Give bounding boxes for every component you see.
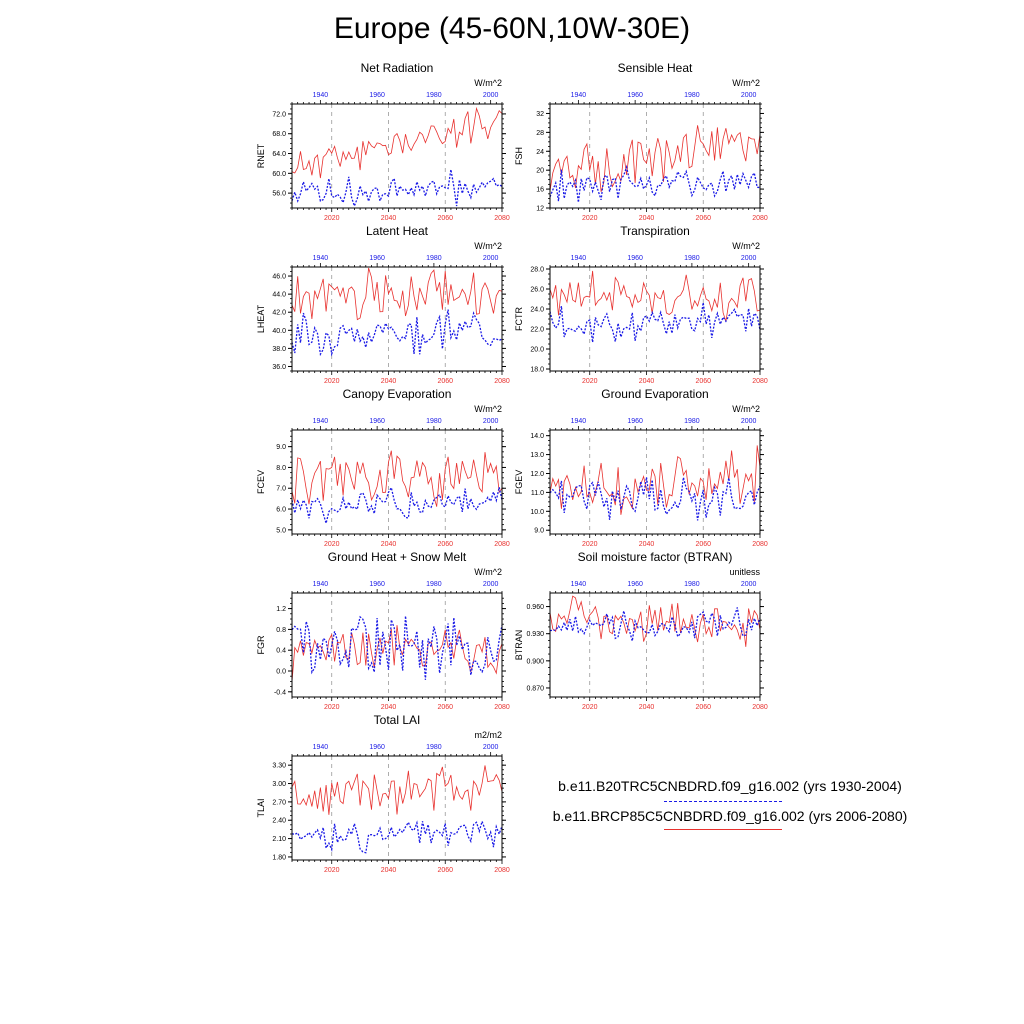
bottom-tick-label: 2020 bbox=[581, 541, 598, 548]
top-tick-label: 1980 bbox=[426, 744, 442, 751]
bottom-tick-label: 2060 bbox=[437, 378, 454, 385]
chart-panel-7 bbox=[256, 550, 510, 711]
y-tick-label: 9.0 bbox=[276, 444, 286, 452]
plot-frame bbox=[550, 104, 760, 208]
top-tick-label: 2000 bbox=[482, 255, 499, 262]
y-tick-label: 11.0 bbox=[530, 489, 544, 497]
chart-panel-3 bbox=[256, 224, 510, 385]
y-tick-label: 38.0 bbox=[272, 345, 286, 353]
bottom-tick-label: 2060 bbox=[437, 867, 454, 874]
y-tick-label: 6.0 bbox=[276, 506, 286, 514]
plot-frame bbox=[292, 104, 502, 208]
y-tick-label: 3.30 bbox=[272, 762, 286, 770]
top-tick-label: 1960 bbox=[369, 581, 385, 588]
y-tick-label: 0.8 bbox=[276, 626, 286, 634]
y-tick-label: 16 bbox=[536, 186, 544, 194]
series-line-future bbox=[550, 271, 760, 322]
panel-title: Ground Heat + Snow Melt bbox=[327, 550, 467, 564]
top-tick-label: 1960 bbox=[627, 581, 643, 588]
top-tick-label: 1960 bbox=[627, 92, 643, 99]
top-tick-label: 1940 bbox=[312, 255, 329, 262]
panel-title: Transpiration bbox=[620, 224, 690, 238]
y-tick-label: 1.80 bbox=[272, 854, 286, 862]
series-line-historical bbox=[292, 310, 502, 355]
y-tick-label: 20 bbox=[536, 167, 544, 175]
series-line-future bbox=[292, 451, 502, 507]
bottom-tick-label: 2040 bbox=[380, 378, 397, 385]
units-label: W/m^2 bbox=[474, 78, 502, 88]
bottom-tick-label: 2020 bbox=[323, 541, 340, 548]
units-label: W/m^2 bbox=[474, 404, 502, 414]
top-tick-label: 1940 bbox=[570, 255, 587, 262]
legend-historical-swatch bbox=[664, 801, 782, 802]
y-tick-label: 22.0 bbox=[530, 326, 544, 334]
bottom-tick-label: 2020 bbox=[323, 378, 340, 385]
y-axis-label: FGEV bbox=[514, 469, 524, 495]
bottom-tick-label: 2020 bbox=[323, 704, 340, 711]
top-tick-label: 2000 bbox=[740, 581, 757, 588]
panel-title: Total LAI bbox=[373, 713, 421, 727]
units-label: W/m^2 bbox=[474, 241, 502, 251]
top-tick-label: 2000 bbox=[482, 92, 499, 99]
y-tick-label: 5.0 bbox=[276, 527, 286, 535]
chart-panel-9 bbox=[256, 713, 510, 874]
bottom-tick-label: 2080 bbox=[494, 541, 510, 548]
y-tick-label: 1.2 bbox=[276, 606, 286, 614]
bottom-tick-label: 2020 bbox=[581, 704, 598, 711]
units-label: W/m^2 bbox=[732, 241, 760, 251]
top-tick-label: 1940 bbox=[570, 418, 587, 425]
plot-frame bbox=[292, 430, 502, 534]
top-tick-label: 1980 bbox=[426, 255, 442, 262]
bottom-tick-label: 2060 bbox=[437, 704, 454, 711]
chart-panel-5 bbox=[256, 387, 510, 548]
bottom-tick-label: 2040 bbox=[638, 215, 655, 222]
y-tick-label: 2.40 bbox=[272, 817, 286, 825]
bottom-tick-label: 2060 bbox=[695, 704, 712, 711]
chart-panel-8 bbox=[514, 550, 768, 711]
y-tick-label: 8.0 bbox=[276, 464, 286, 472]
y-tick-label: 24.0 bbox=[530, 306, 544, 314]
y-tick-label: 12 bbox=[536, 205, 544, 213]
bottom-tick-label: 2080 bbox=[494, 704, 510, 711]
bottom-tick-label: 2060 bbox=[695, 215, 712, 222]
bottom-tick-label: 2040 bbox=[638, 704, 655, 711]
series-line-historical bbox=[292, 821, 502, 852]
y-tick-label: 14.0 bbox=[530, 433, 544, 441]
y-axis-label: RNET bbox=[256, 143, 266, 169]
y-tick-label: 0.900 bbox=[526, 658, 544, 666]
bottom-tick-label: 2040 bbox=[638, 541, 655, 548]
top-tick-label: 1940 bbox=[570, 581, 587, 588]
top-tick-label: 1980 bbox=[426, 92, 442, 99]
y-tick-label: 7.0 bbox=[276, 485, 286, 493]
y-tick-label: 64.0 bbox=[272, 151, 286, 159]
top-tick-label: 1980 bbox=[684, 92, 700, 99]
bottom-tick-label: 2020 bbox=[581, 215, 598, 222]
plot-frame bbox=[550, 593, 760, 697]
units-label: W/m^2 bbox=[474, 567, 502, 577]
top-tick-label: 1940 bbox=[312, 418, 329, 425]
panel-title: Sensible Heat bbox=[617, 61, 693, 75]
series-line-future bbox=[292, 766, 502, 815]
y-tick-label: 18.0 bbox=[530, 366, 544, 374]
top-tick-label: 1980 bbox=[426, 581, 442, 588]
y-tick-label: 36.0 bbox=[272, 363, 286, 371]
top-tick-label: 2000 bbox=[740, 418, 757, 425]
bottom-tick-label: 2040 bbox=[638, 378, 655, 385]
y-tick-label: 2.70 bbox=[272, 799, 286, 807]
bottom-tick-label: 2080 bbox=[494, 867, 510, 874]
y-tick-label: 40.0 bbox=[272, 327, 286, 335]
y-tick-label: 72.0 bbox=[272, 111, 286, 119]
bottom-tick-label: 2040 bbox=[380, 704, 397, 711]
y-tick-label: 0.960 bbox=[526, 604, 544, 612]
y-tick-label: 9.0 bbox=[534, 527, 544, 535]
y-tick-label: 28 bbox=[536, 129, 544, 137]
top-tick-label: 1940 bbox=[570, 92, 587, 99]
y-tick-label: 26.0 bbox=[530, 286, 544, 294]
y-tick-label: 0.930 bbox=[526, 631, 544, 639]
series-line-historical bbox=[550, 477, 760, 520]
y-axis-label: FSH bbox=[514, 147, 524, 165]
y-tick-label: 56.0 bbox=[272, 190, 286, 198]
y-tick-label: 0.0 bbox=[276, 668, 286, 676]
y-axis-label: FCEV bbox=[256, 469, 266, 495]
chart-panel-4 bbox=[514, 224, 768, 385]
series-line-future bbox=[292, 108, 502, 178]
top-tick-label: 1960 bbox=[627, 255, 643, 262]
y-tick-label: 2.10 bbox=[272, 836, 286, 844]
units-label: unitless bbox=[729, 567, 760, 577]
y-tick-label: 28.0 bbox=[530, 266, 544, 274]
y-tick-label: 20.0 bbox=[530, 346, 544, 354]
y-tick-label: 68.0 bbox=[272, 131, 286, 139]
y-tick-label: 24 bbox=[536, 148, 544, 156]
y-axis-label: FGR bbox=[256, 635, 266, 655]
top-tick-label: 2000 bbox=[482, 581, 499, 588]
y-tick-label: 32 bbox=[536, 110, 544, 118]
bottom-tick-label: 2020 bbox=[581, 378, 598, 385]
y-tick-label: 42.0 bbox=[272, 309, 286, 317]
units-label: m2/m2 bbox=[474, 730, 502, 740]
plot-frame bbox=[292, 593, 502, 697]
y-tick-label: 13.0 bbox=[530, 452, 544, 460]
bottom-tick-label: 2060 bbox=[437, 215, 454, 222]
panel-title: Ground Evaporation bbox=[601, 387, 709, 401]
top-tick-label: 1960 bbox=[369, 255, 385, 262]
y-tick-label: 12.0 bbox=[530, 470, 544, 478]
bottom-tick-label: 2060 bbox=[695, 378, 712, 385]
top-tick-label: 1960 bbox=[369, 744, 385, 751]
page-title: Europe (45-60N,10W-30E) bbox=[333, 12, 691, 45]
legend-historical-label: b.e11.B20TRC5CNBDRD.f09_g16.002 (yrs 1930-2004) bbox=[558, 778, 902, 794]
bottom-tick-label: 2020 bbox=[323, 867, 340, 874]
legend-future-swatch bbox=[664, 829, 782, 830]
y-axis-label: TLAI bbox=[256, 798, 266, 818]
y-axis-label: FCTR bbox=[514, 307, 524, 331]
y-tick-label: -0.4 bbox=[273, 689, 286, 697]
top-tick-label: 2000 bbox=[740, 92, 757, 99]
chart-panel-1 bbox=[256, 61, 510, 222]
top-tick-label: 1940 bbox=[312, 92, 329, 99]
bottom-tick-label: 2080 bbox=[752, 378, 768, 385]
top-tick-label: 1980 bbox=[684, 255, 700, 262]
bottom-tick-label: 2040 bbox=[380, 541, 397, 548]
y-tick-label: 0.4 bbox=[276, 647, 286, 655]
bottom-tick-label: 2080 bbox=[494, 215, 510, 222]
panel-title: Soil moisture factor (BTRAN) bbox=[577, 550, 733, 564]
panel-title: Net Radiation bbox=[360, 61, 434, 75]
units-label: W/m^2 bbox=[732, 78, 760, 88]
series-line-historical bbox=[550, 303, 760, 343]
y-tick-label: 10.0 bbox=[530, 508, 544, 516]
series-line-historical bbox=[292, 487, 502, 523]
units-label: W/m^2 bbox=[732, 404, 760, 414]
series-line-future bbox=[550, 596, 760, 647]
top-tick-label: 1960 bbox=[369, 418, 385, 425]
chart-panel-2 bbox=[514, 61, 768, 222]
bottom-tick-label: 2080 bbox=[752, 215, 768, 222]
bottom-tick-label: 2080 bbox=[752, 704, 768, 711]
series-line-future bbox=[292, 268, 502, 320]
bottom-tick-label: 2060 bbox=[695, 541, 712, 548]
top-tick-label: 1960 bbox=[627, 418, 643, 425]
bottom-tick-label: 2080 bbox=[494, 378, 510, 385]
y-tick-label: 46.0 bbox=[272, 273, 286, 281]
panel-title: Latent Heat bbox=[365, 224, 429, 238]
series-line-historical bbox=[292, 170, 502, 207]
top-tick-label: 1980 bbox=[426, 418, 442, 425]
top-tick-label: 1980 bbox=[684, 581, 700, 588]
series-line-historical bbox=[550, 167, 760, 202]
y-axis-label: BTRAN bbox=[514, 629, 524, 661]
top-tick-label: 1940 bbox=[312, 744, 329, 751]
legend-future-label: b.e11.BRCP85C5CNBDRD.f09_g16.002 (yrs 2006-2080) bbox=[552, 808, 908, 824]
chart-panel-6 bbox=[514, 387, 768, 548]
bottom-tick-label: 2040 bbox=[380, 215, 397, 222]
bottom-tick-label: 2040 bbox=[380, 867, 397, 874]
top-tick-label: 1980 bbox=[684, 418, 700, 425]
y-tick-label: 3.00 bbox=[272, 781, 286, 789]
y-tick-label: 0.870 bbox=[526, 685, 544, 693]
panel-title: Canopy Evaporation bbox=[342, 387, 452, 401]
top-tick-label: 1940 bbox=[312, 581, 329, 588]
bottom-tick-label: 2020 bbox=[323, 215, 340, 222]
top-tick-label: 2000 bbox=[482, 744, 499, 751]
y-tick-label: 60.0 bbox=[272, 170, 286, 178]
bottom-tick-label: 2080 bbox=[752, 541, 768, 548]
y-axis-label: LHEAT bbox=[256, 304, 266, 334]
y-tick-label: 44.0 bbox=[272, 291, 286, 299]
top-tick-label: 1960 bbox=[369, 92, 385, 99]
bottom-tick-label: 2060 bbox=[437, 541, 454, 548]
top-tick-label: 2000 bbox=[482, 418, 499, 425]
top-tick-label: 2000 bbox=[740, 255, 757, 262]
